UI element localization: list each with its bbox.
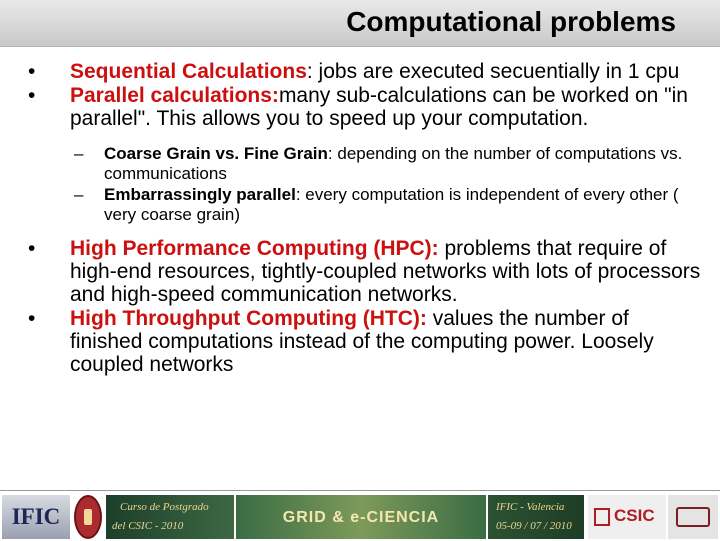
university-seal-icon bbox=[74, 495, 102, 539]
bullet-text: values the number of finished computations instead of the computing power. Loosely coupled networks bbox=[70, 307, 654, 376]
bullet-htc bbox=[28, 307, 706, 376]
bullet-marker: • bbox=[28, 84, 36, 107]
bullet-heading: High Performance Computing (HPC): bbox=[70, 237, 439, 260]
bullet-parallel bbox=[28, 84, 706, 130]
footer-banner bbox=[0, 490, 720, 541]
grid-logo-frame bbox=[676, 507, 710, 527]
bullet-heading: High Throughput Computing (HTC): bbox=[70, 307, 427, 330]
venue-line-2: 05-09 / 07 / 2010 bbox=[496, 520, 572, 532]
venue-line-1: IFIC - Valencia bbox=[496, 501, 565, 513]
csic-logo bbox=[588, 495, 666, 539]
course-line-2: del CSIC - 2010 bbox=[112, 520, 184, 532]
bullet-hpc bbox=[28, 237, 706, 306]
grid-logo-icon bbox=[668, 495, 718, 539]
bullet-text: : jobs are executed secuentially in 1 cpu bbox=[306, 60, 680, 83]
slide-title: Computational problems bbox=[346, 6, 676, 37]
subbullet-heading: Embarrassingly parallel bbox=[104, 185, 296, 204]
bullet-heading: Sequential Calculations bbox=[70, 60, 307, 83]
title-bar bbox=[0, 0, 720, 47]
subbullet-text: : depending on the number of computations vs. communications bbox=[104, 144, 683, 183]
ific-logo: IFIC bbox=[2, 495, 70, 539]
csic-emblem-icon bbox=[594, 508, 610, 526]
subbullet-coarse-fine bbox=[74, 144, 704, 184]
subbullet-heading: Coarse Grain vs. Fine Grain bbox=[104, 144, 328, 163]
subbullet-marker: – bbox=[74, 144, 84, 163]
bullet-heading: Parallel calculations: bbox=[70, 84, 279, 107]
grid-eciencia-banner bbox=[236, 495, 486, 539]
subbullet-embarrassingly-parallel bbox=[74, 185, 704, 225]
bullet-marker: • bbox=[28, 237, 36, 260]
bullet-text: problems that require of high-end resources, tightly-coupled networks with lots of processors and high-speed communication networks. bbox=[70, 237, 701, 306]
subbullet-marker: – bbox=[74, 185, 84, 204]
banner-text: GRID & e-CIENCIA bbox=[282, 509, 440, 526]
course-label bbox=[106, 495, 234, 539]
bullet-text: many sub-calculations can be worked on "in parallel". This allows you to speed up your computation. bbox=[70, 84, 688, 130]
bullet-marker: • bbox=[28, 307, 36, 330]
bullet-sequential bbox=[28, 60, 706, 83]
slide-content bbox=[0, 60, 720, 377]
course-line-1: Curso de Postgrado bbox=[120, 501, 209, 513]
subbullet-text: : every computation is independent of every other ( very coarse grain) bbox=[104, 185, 679, 224]
venue-label bbox=[488, 495, 584, 539]
bullet-marker: • bbox=[28, 60, 36, 83]
csic-logo-text: CSIC bbox=[614, 506, 655, 525]
